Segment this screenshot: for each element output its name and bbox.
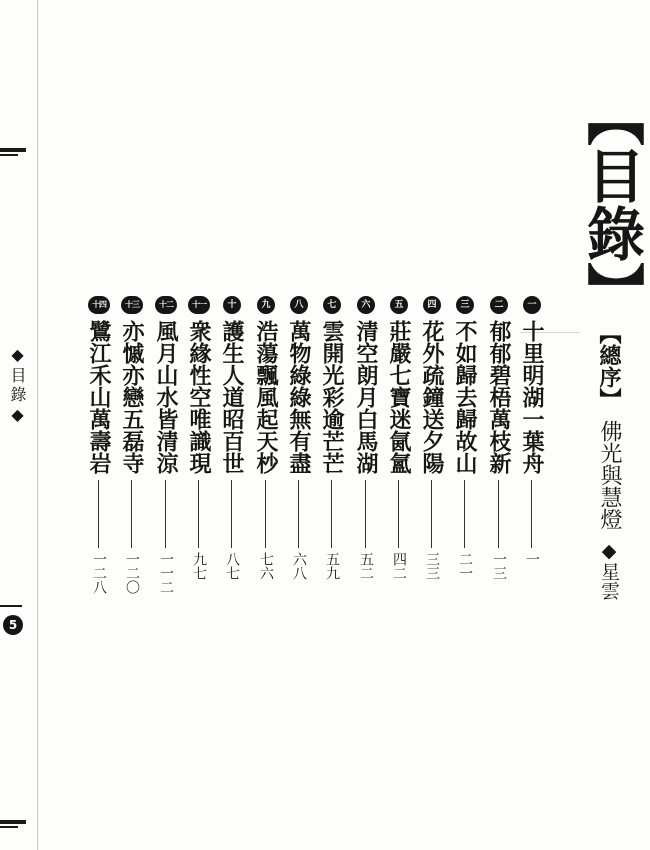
chapter-page-number: 二一 bbox=[457, 552, 473, 580]
chapter-title: 郁郁碧梧萬枝新 bbox=[486, 320, 512, 474]
margin-tick-mark bbox=[0, 820, 26, 824]
chapter-title: 護生人道昭百世 bbox=[219, 320, 245, 474]
chapter-number-badge: 十一 bbox=[188, 296, 210, 314]
chapter-title: 鷺江禾山萬壽岩 bbox=[86, 320, 112, 474]
chapter-page-number: 八七 bbox=[224, 552, 240, 580]
toc-entry[interactable] bbox=[84, 296, 114, 606]
toc-entry[interactable] bbox=[284, 296, 314, 606]
chapter-number-badge: 二 bbox=[490, 296, 508, 314]
leader-line bbox=[298, 480, 299, 548]
leader-line bbox=[365, 480, 366, 548]
chapter-page-number: 六八 bbox=[291, 552, 307, 580]
chapter-title: 花外疏鐘送夕陽 bbox=[419, 320, 445, 474]
chapter-number-badge: 六 bbox=[357, 296, 375, 314]
binding-margin-line bbox=[37, 0, 38, 850]
chapter-title: 風月山水皆清涼 bbox=[153, 320, 179, 474]
toc-entry[interactable] bbox=[384, 296, 414, 606]
chapter-number-badge: 七 bbox=[323, 296, 341, 314]
toc-entry[interactable] bbox=[117, 296, 147, 606]
leader-line bbox=[98, 480, 99, 548]
leader-line bbox=[198, 480, 199, 548]
chapter-page-number: 九七 bbox=[191, 552, 207, 580]
chapter-title: 莊嚴七寶迷氤氳 bbox=[386, 320, 412, 474]
toc-entry[interactable] bbox=[251, 296, 281, 606]
chapter-page-number: 五九 bbox=[324, 552, 340, 580]
chapter-page-number: 一二〇 bbox=[124, 552, 140, 594]
margin-tick-mark bbox=[0, 605, 22, 607]
chapter-number-badge: 五 bbox=[390, 296, 408, 314]
preface-line[interactable] bbox=[594, 322, 624, 530]
chapter-number-badge: 八 bbox=[290, 296, 308, 314]
leader-line bbox=[265, 480, 266, 548]
chapter-page-number: 七六 bbox=[258, 552, 274, 580]
toc-entry[interactable] bbox=[317, 296, 347, 606]
chapter-number-badge: 一 bbox=[523, 296, 541, 314]
toc-entry[interactable] bbox=[484, 296, 514, 606]
chapter-number-badge: 九 bbox=[257, 296, 275, 314]
chapter-page-number: 三三 bbox=[424, 552, 440, 580]
margin-tick-mark bbox=[0, 826, 18, 828]
toc-title: 【目錄】 bbox=[577, 88, 645, 320]
chapter-number-badge: 三 bbox=[456, 296, 474, 314]
running-head: ◆目錄◆ bbox=[8, 345, 27, 427]
chapter-title: 衆緣性空唯識現 bbox=[186, 320, 212, 474]
leader-line bbox=[531, 480, 532, 548]
chapter-title: 清空朗月白馬湖 bbox=[353, 320, 379, 474]
chapter-title: 十里明湖一葉舟 bbox=[519, 320, 545, 474]
chapter-page-number: 一一二 bbox=[158, 552, 174, 594]
page-number: 5 bbox=[3, 615, 23, 635]
chapter-title: 不如歸去歸故山 bbox=[452, 320, 478, 474]
chapter-page-number: 一二八 bbox=[91, 552, 107, 594]
margin-tick-mark bbox=[0, 148, 26, 152]
chapter-page-number: 一三 bbox=[491, 552, 507, 580]
toc-entry[interactable] bbox=[517, 296, 547, 606]
chapter-number-badge: 十 bbox=[223, 296, 241, 314]
leader-line bbox=[231, 480, 232, 548]
chapter-title: 亦慽亦戀五磊寺 bbox=[119, 320, 145, 474]
leader-line bbox=[464, 480, 465, 548]
toc-entry[interactable] bbox=[217, 296, 247, 606]
chapter-page-number: 一 bbox=[524, 552, 540, 566]
preface-label: 【總序】 bbox=[596, 322, 622, 410]
preface-title: 佛光與慧燈 bbox=[597, 420, 622, 530]
toc-entry[interactable] bbox=[417, 296, 447, 606]
leader-line bbox=[431, 480, 432, 548]
toc-entry[interactable] bbox=[450, 296, 480, 606]
leader-line bbox=[165, 480, 166, 548]
chapter-page-number: 四二 bbox=[391, 552, 407, 580]
toc-entry[interactable] bbox=[184, 296, 214, 606]
toc-entry[interactable] bbox=[151, 296, 181, 606]
chapter-title: 浩蕩飄風起天杪 bbox=[253, 320, 279, 474]
chapter-number-badge: 十四 bbox=[88, 296, 110, 314]
toc-entry[interactable] bbox=[351, 296, 381, 606]
chapter-number-badge: 十二 bbox=[155, 296, 177, 314]
chapter-title: 萬物綠綠無有盡 bbox=[286, 320, 312, 474]
leader-line bbox=[498, 480, 499, 548]
chapter-number-badge: 十三 bbox=[121, 296, 143, 314]
leader-line bbox=[131, 480, 132, 548]
chapter-number-badge: 四 bbox=[423, 296, 441, 314]
leader-line bbox=[398, 480, 399, 548]
margin-tick-mark bbox=[0, 154, 18, 156]
chapter-title: 雲開光彩逾芒芒 bbox=[319, 320, 345, 474]
chapter-page-number: 五二 bbox=[358, 552, 374, 580]
preface-author: ◆星雲 bbox=[598, 540, 620, 600]
leader-line bbox=[331, 480, 332, 548]
